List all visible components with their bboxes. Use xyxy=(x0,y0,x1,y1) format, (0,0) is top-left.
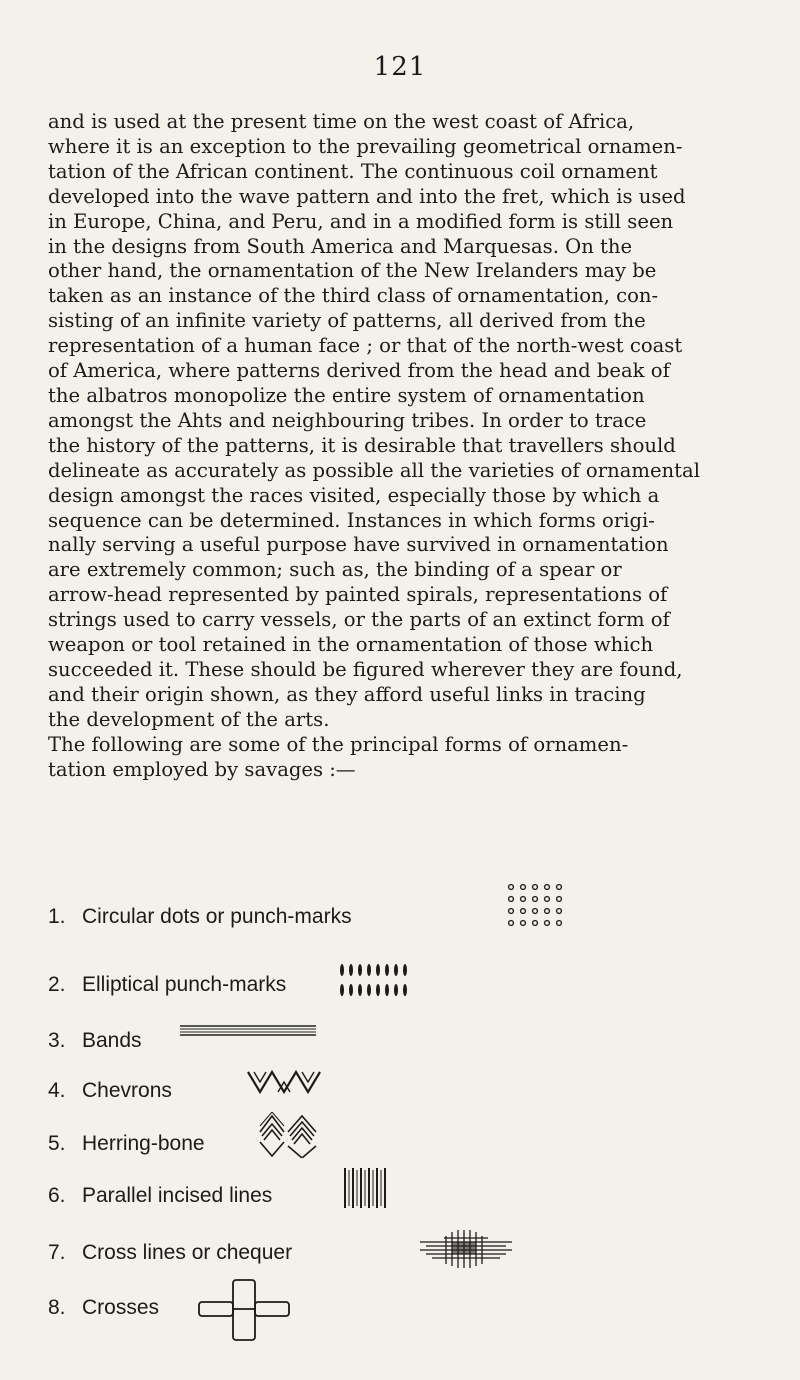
text-line: in Europe, China, and Peru, and in a modified form is still seen xyxy=(48,209,674,233)
item-number: 5. xyxy=(48,1132,66,1155)
text-line: the history of the patterns, it is desirable that travellers should xyxy=(48,433,676,457)
list-item xyxy=(48,1132,205,1156)
text-line: sisting of an infinite variety of patterns, all derived from the xyxy=(48,309,646,333)
dots-figure xyxy=(505,880,575,932)
item-number: 4. xyxy=(48,1079,66,1102)
text-line: sequence can be determined. Instances in which forms origi- xyxy=(48,508,655,532)
item-number: 6. xyxy=(48,1184,66,1207)
list-item xyxy=(48,1241,292,1265)
chequer-figure xyxy=(418,1228,514,1268)
item-label: Herring-bone xyxy=(82,1132,205,1155)
item-number: 7. xyxy=(48,1241,66,1264)
text-line: developed into the wave pattern and into the fret, which is used xyxy=(48,184,686,208)
list-item xyxy=(48,1029,142,1053)
item-label: Chevrons xyxy=(82,1079,172,1102)
item-label: Parallel incised lines xyxy=(82,1184,273,1207)
text-line: delineate as accurately as possible all the varieties of ornamental xyxy=(48,458,700,482)
list-item xyxy=(48,905,352,929)
list-item xyxy=(48,1184,272,1208)
text-line: the development of the arts. xyxy=(48,707,330,731)
list-item xyxy=(48,1079,172,1103)
text-line: tation employed by savages :— xyxy=(48,757,356,781)
herring-bone-figure xyxy=(258,1112,328,1158)
text-line: The following are some of the principal forms of ornamen- xyxy=(48,732,629,756)
crosses-figure xyxy=(196,1278,292,1342)
parallel-lines-figure xyxy=(342,1166,390,1210)
item-label: Bands xyxy=(82,1029,142,1052)
body-paragraph xyxy=(48,110,768,782)
item-label: Elliptical punch-marks xyxy=(82,973,287,996)
item-number: 3. xyxy=(48,1029,66,1052)
text-line: of America, where patterns derived from the head and beak of xyxy=(48,359,670,383)
page-number: 121 xyxy=(373,52,427,82)
item-label: Cross lines or chequer xyxy=(82,1241,293,1264)
text-line: are extremely common; such as, the binding of a spear or xyxy=(48,558,622,582)
text-line: tation of the African continent. The continuous coil ornament xyxy=(48,159,658,183)
text-line: and their origin shown, as they afford useful links in tracing xyxy=(48,682,646,706)
item-number: 2. xyxy=(48,973,66,996)
text-line: succeeded it. These should be figured wherever they are found, xyxy=(48,657,683,681)
item-label: Circular dots or punch-marks xyxy=(82,905,352,928)
text-line: representation of a human face ; or that of the north-west coast xyxy=(48,334,683,358)
elliptical-marks-figure xyxy=(338,960,412,1004)
text-line: in the designs from South America and Marquesas. On the xyxy=(48,234,633,258)
text-line: where it is an exception to the prevailing geometrical ornamen- xyxy=(48,134,683,158)
text-line: strings used to carry vessels, or the parts of an extinct form of xyxy=(48,608,670,632)
item-number: 1. xyxy=(48,905,66,928)
list-item xyxy=(48,973,286,997)
list-item xyxy=(48,1296,159,1320)
text-line: taken as an instance of the third class of ornamentation, con- xyxy=(48,284,659,308)
item-label: Crosses xyxy=(82,1296,160,1319)
text-line: weapon or tool retained in the ornamentation of those which xyxy=(48,633,654,657)
chevrons-figure xyxy=(245,1066,327,1098)
text-line: nally serving a useful purpose have survived in ornamentation xyxy=(48,533,669,557)
item-number: 8. xyxy=(48,1296,66,1319)
bands-figure xyxy=(178,1022,318,1038)
text-line: amongst the Ahts and neighbouring tribes. In order to trace xyxy=(48,408,647,432)
text-line: and is used at the present time on the west coast of Africa, xyxy=(48,110,635,133)
text-line: the albatros monopolize the entire system of ornamentation xyxy=(48,383,645,407)
text-line: other hand, the ornamentation of the New Irelanders may be xyxy=(48,259,657,283)
text-line: arrow-head represented by painted spirals, representations of xyxy=(48,583,668,607)
text-line: design amongst the races visited, especially those by which a xyxy=(48,483,660,507)
